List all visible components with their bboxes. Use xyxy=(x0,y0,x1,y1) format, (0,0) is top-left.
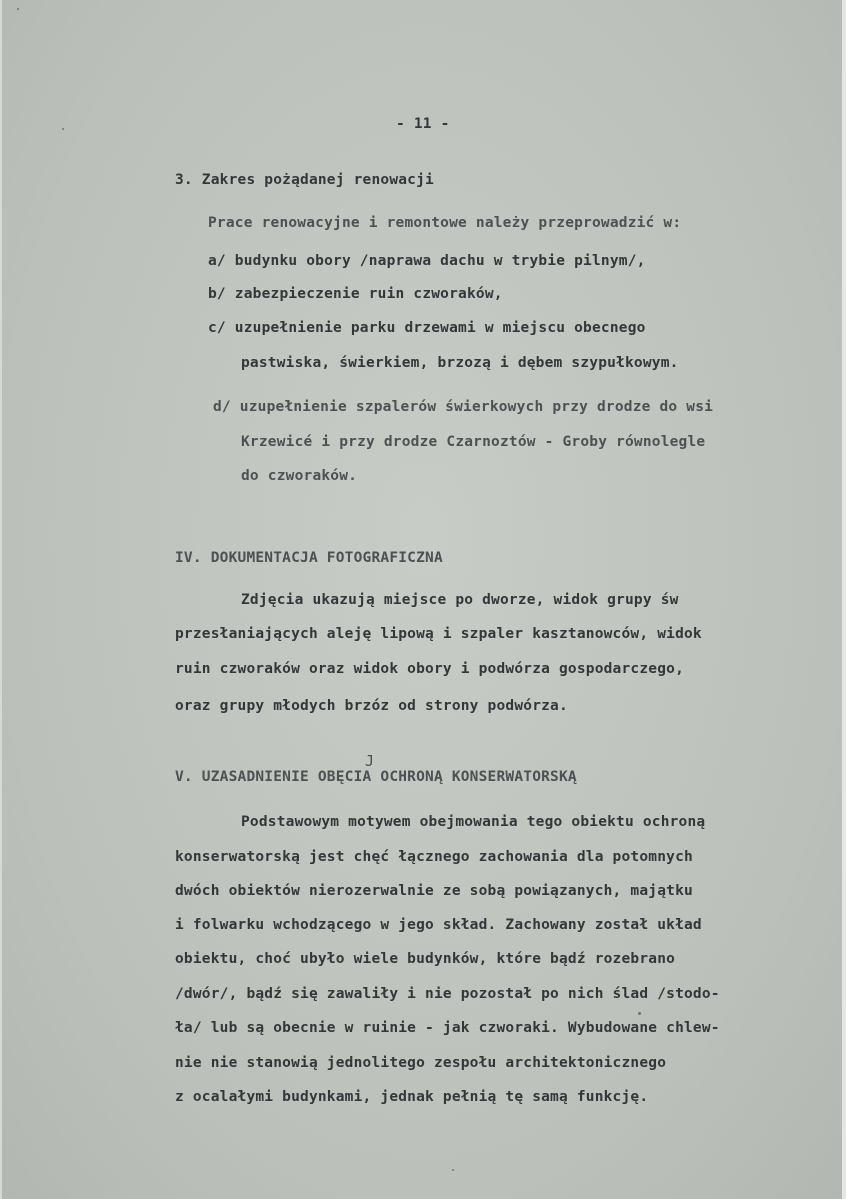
section-3-item-a: a/ budynku obory /naprawa dachu w trybie pilnym/, xyxy=(208,253,646,269)
section-3-item-c: c/ uzupełnienie parku drzewami w miejscu obecnego xyxy=(208,320,646,336)
paper-speck xyxy=(638,1012,641,1015)
paper-speck xyxy=(17,8,19,10)
paper-edge-right xyxy=(842,0,846,1199)
section-5-line: Podstawowym motywem obejmowania tego obiektu ochroną xyxy=(241,814,706,830)
section-3-item-b: b/ zabezpieczenie ruin czworaków, xyxy=(208,286,503,302)
section-5-line: nie nie stanowią jednolitego zespołu architektonicznego xyxy=(175,1055,667,1071)
section-3-heading: 3. Zakres pożądanej renowacji xyxy=(175,172,434,188)
section-3-intro: Prace renowacyjne i remontowe należy przeprowadzić w: xyxy=(208,215,682,231)
section-4-line: ruin czworaków oraz widok obory i podwórza gospodarczego, xyxy=(175,661,684,677)
section-4-line: przesłaniających aleję lipową i szpaler kasztanowców, widok xyxy=(175,626,702,642)
section-5-line: obiektu, choć ubyło wiele budynków, które bądź rozebrano xyxy=(175,951,676,967)
section-5-heading: V. UZASADNIENIE OBĘCIA OCHRONĄ KONSERWATORSKĄ xyxy=(175,769,577,785)
section-5-line: z ocalałymi budynkami, jednak pełnią tę samą funkcję. xyxy=(175,1089,649,1105)
handwritten-correction-mark: J xyxy=(365,752,375,770)
section-5-line: konserwatorską jest chęć łącznego zachowania dla potomnych xyxy=(175,849,693,865)
section-3-item-d: d/ uzupełnienie szpalerów świerkowych przy drodze do wsi xyxy=(213,399,714,415)
section-5-line: dwóch obiektów nierozerwalnie ze sobą powiązanych, majątku xyxy=(175,883,693,899)
section-4-line: oraz grupy młodych brzóz od strony podwórza. xyxy=(175,698,568,714)
section-4-line: Zdjęcia ukazują miejsce po dworze, widok grupy św xyxy=(241,592,679,608)
section-5-line: ła/ lub są obecnie w ruinie - jak czworaki. Wybudowane chlew- xyxy=(175,1020,720,1036)
section-3-item-c-cont: pastwiska, świerkiem, brzozą i dębem szypułkowym. xyxy=(241,355,679,371)
page-number: - 11 - xyxy=(396,116,450,132)
paper-speck xyxy=(62,128,64,130)
paper-edge-left xyxy=(0,0,2,1199)
section-3-item-d-cont: Krzewicé i przy drodze Czarnoztów - Groby równolegle xyxy=(241,434,706,450)
section-3-item-d-end: do czworaków. xyxy=(241,468,358,484)
paper-speck xyxy=(452,1169,454,1171)
section-4-heading: IV. DOKUMENTACJA FOTOGRAFICZNA xyxy=(175,550,443,566)
section-5-line: i folwarku wchodzącego w jego skład. Zachowany został układ xyxy=(175,917,702,933)
section-5-line: /dwór/, bądź się zawaliły i nie pozostał po nich ślad /stodo- xyxy=(175,986,720,1002)
